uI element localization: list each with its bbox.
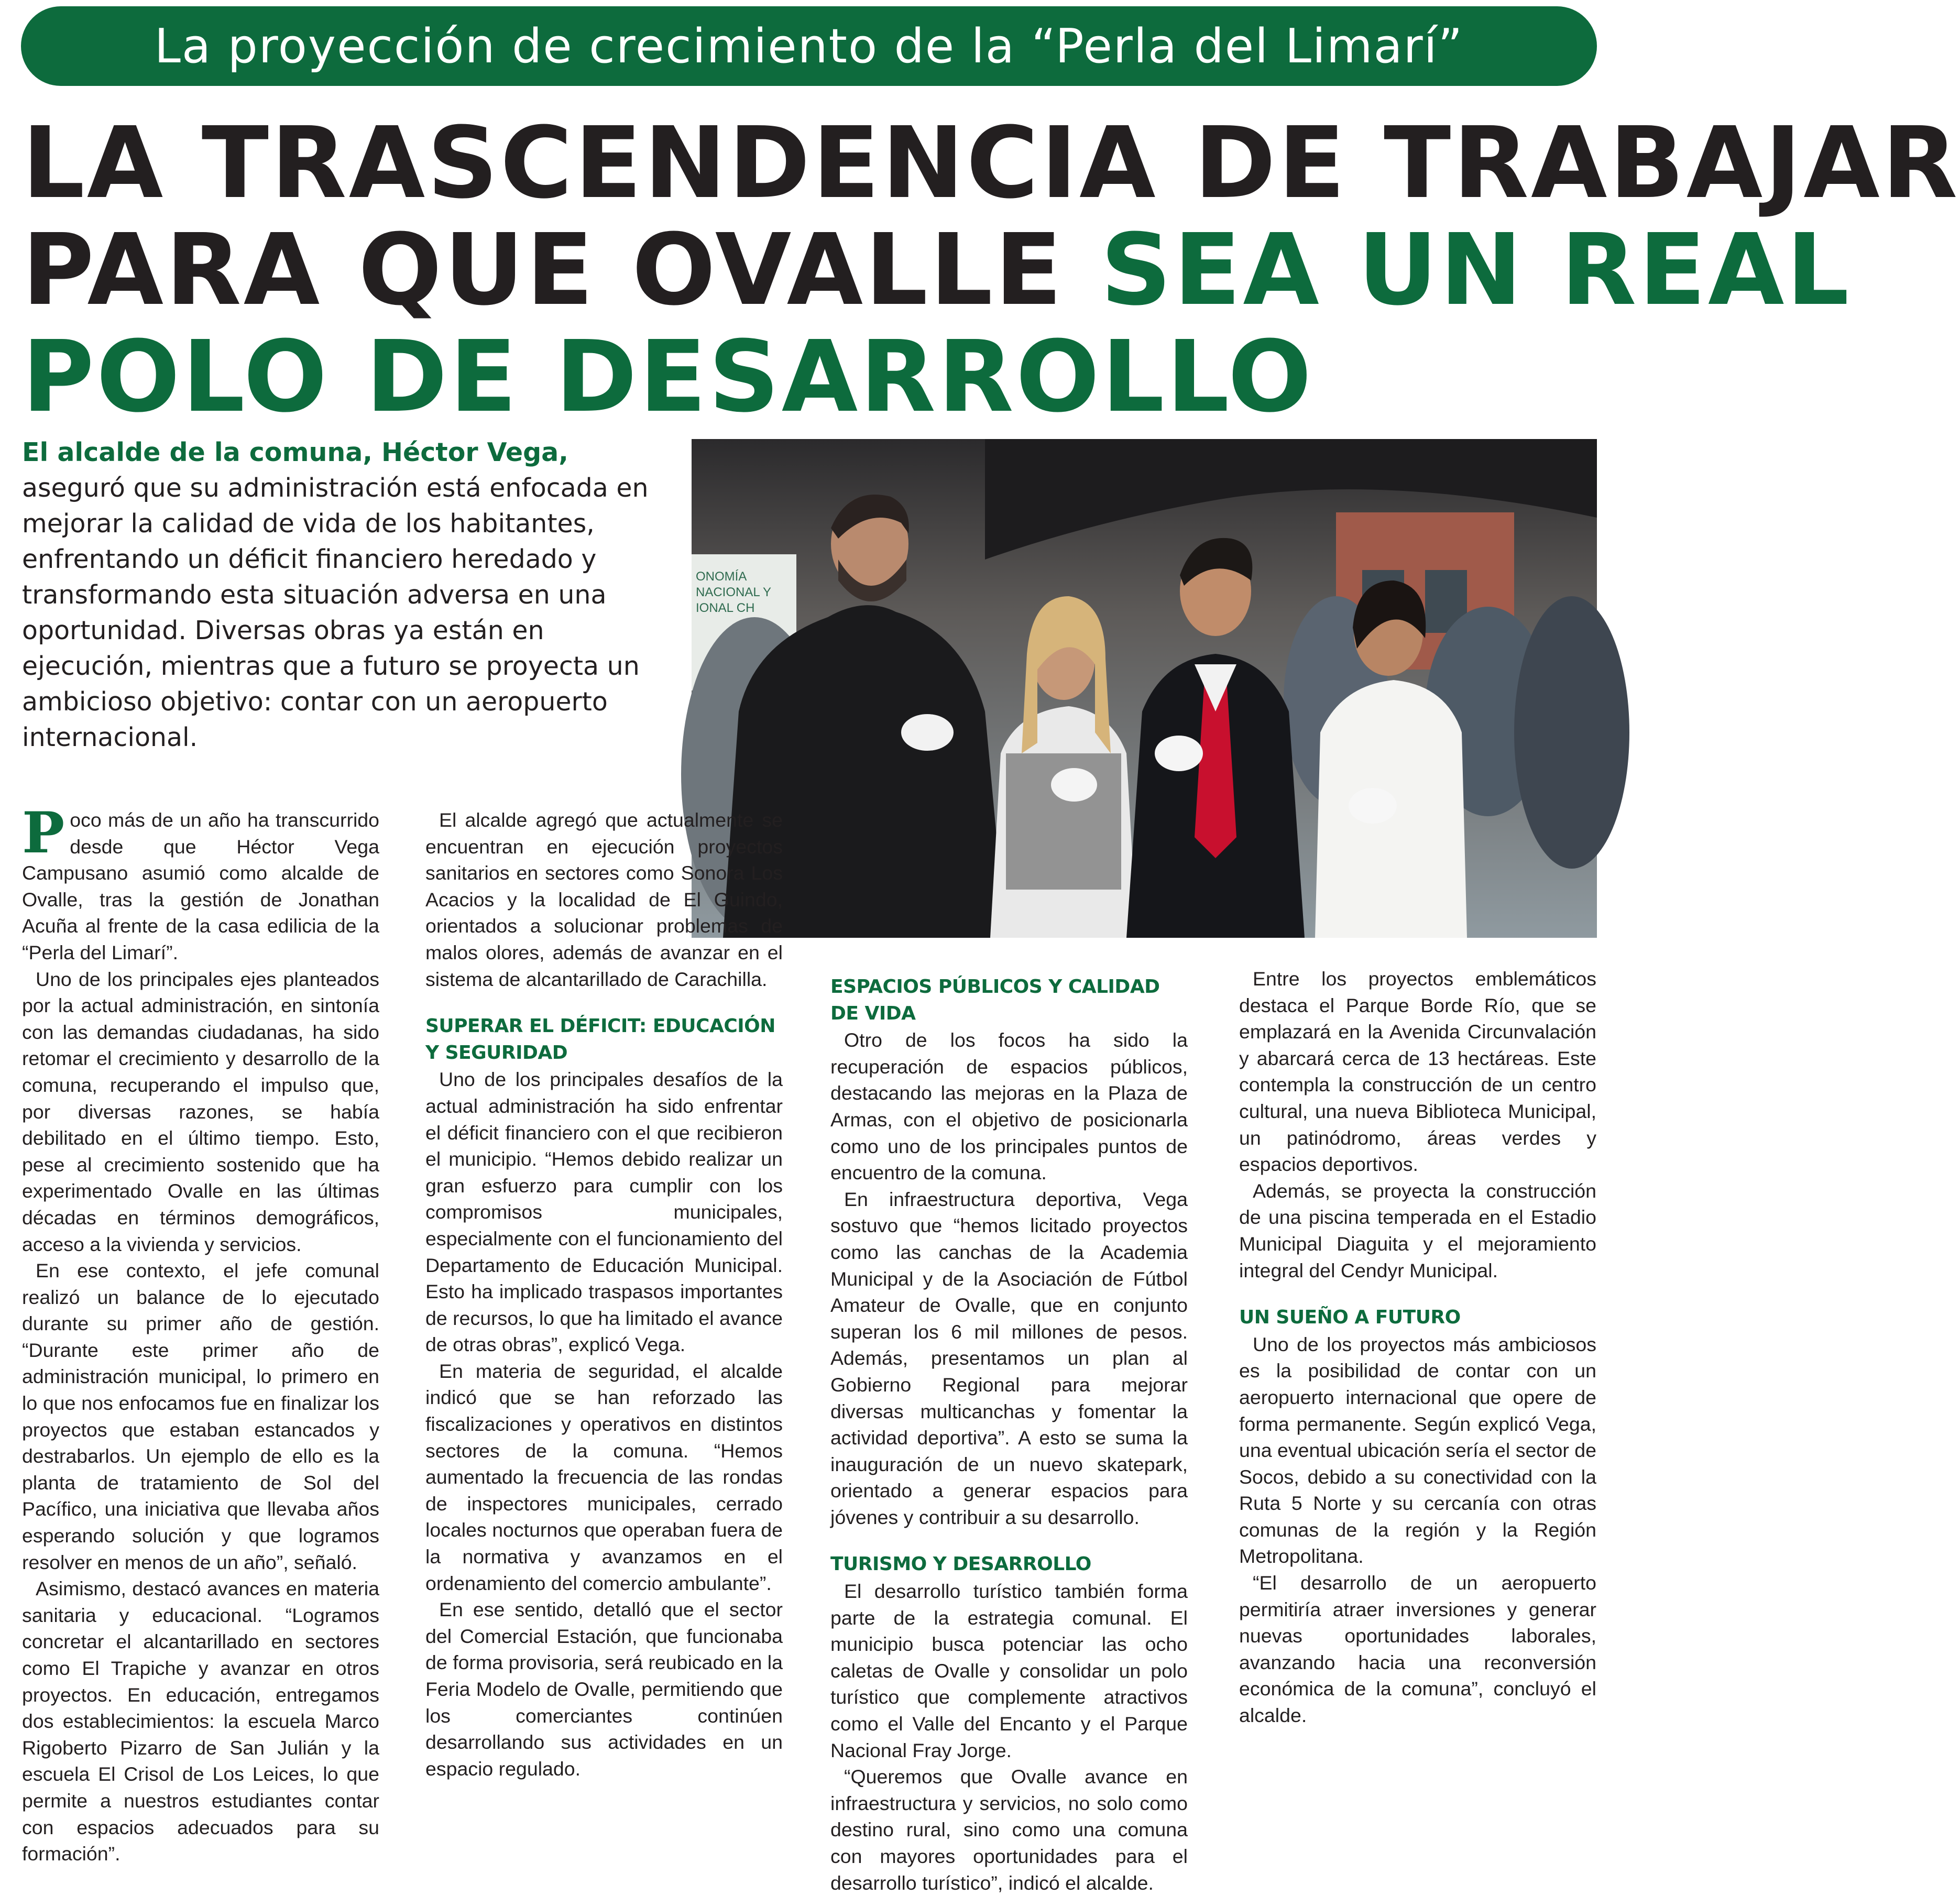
article-paragraph: “Queremos que Ovalle avance en infraestructura y servicios, no solo como destino rural, sino como una comuna con mayores oportunidades para el desarrollo turístico”, indicó el alcalde. bbox=[830, 1766, 1188, 1894]
article-paragraph: En infraestructura deportiva, Vega sostuvo que “hemos licitado proyectos como las canchas de la Academia Municipal y de la Asociación de Fútbol Amateur de Ovalle, que en conjunto superan los 6 mil millones de pesos. Además, presentamos un plan al Gobierno Regional para mejorar diversas multicanchas y fomentar la actividad deportiva”. A esto se suma la inauguración de un nuevo skatepark, orientado a generar espacios para jóvenes y contribuir a su desarrollo. bbox=[830, 1188, 1188, 1528]
article-paragraph: El alcalde agregó que actualmente se encuentran en ejecución proyectos sanitarios en sectores como Sonora Los Acacios y la localidad de El Guindo, orientados a solucionar problemas de malos olores, además de avanzar en el sistema de alcantarillado de Carachilla. bbox=[425, 809, 783, 990]
article-paragraph: Otro de los focos ha sido la recuperación de espacios públicos, destacando las mejoras en la Plaza de Armas, con el objetivo de posicionarla como uno de los principales puntos de encuentro de la comuna. bbox=[830, 1029, 1188, 1184]
subheading-espacios: ESPACIOS PÚBLICOS Y CALIDAD DE VIDA bbox=[830, 976, 1160, 1024]
article-paragraph: Poco más de un año ha transcurrido desde que Héctor Vega Campusano asumió como alcalde de Ovalle, tras la gestión de Jonathan Acuña al frente de la casa edilicia de la “Perla del Limarí”. bbox=[22, 800, 379, 963]
headline-line-2-plain: PARA QUE OVALLE bbox=[22, 213, 1101, 327]
section-banner bbox=[21, 6, 1597, 86]
headline bbox=[22, 106, 1960, 434]
article-paragraph: El desarrollo turístico también forma parte de la estrategia comunal. El municipio busca potenciar las ocho caletas de Ovalle y consolidar un polo turístico que complemente atractivos como el Valle del Encanto y el Parque Nacional Fray Jorge. bbox=[830, 1580, 1188, 1761]
lede-paragraph bbox=[22, 435, 677, 755]
article-paragraph: En ese sentido, detalló que el sector del Comercial Estación, que funcionaba de forma provisoria, será reubicado en la Feria Modelo de Ovalle, permitiendo que los comerciantes continúen desarrollando sus actividades en un espacio regulado. bbox=[425, 1598, 783, 1780]
photo-banner-text-3: IONAL CH bbox=[696, 601, 755, 615]
article-paragraph: “El desarrollo de un aeropuerto permitiría atraer inversiones y generar nuevas oportunidades laborales, avanzando hacia una reconversión económica de la comuna”, concluyó el alcalde. bbox=[1239, 1572, 1596, 1727]
headline-line-2 bbox=[22, 213, 1852, 327]
subheading-sueno: UN SUEÑO A FUTURO bbox=[1239, 1307, 1461, 1329]
article-paragraph: En ese contexto, el jefe comunal realizó un balance de lo ejecutado durante su primer año de gestión. “Durante este primer año de administración municipal, lo primero en lo que nos enfocamos fue en finalizar los proyectos que estaban estancados y destrabarlos. Un ejemplo de ello es la planta de tratamiento de Sol del Pacífico, una iniciativa que llevaba años esperando solución y que logramos resolver en menos de un año”, señaló. bbox=[22, 1259, 379, 1573]
article-column-4 bbox=[1239, 966, 1596, 1729]
section-banner-text: La proyección de crecimiento de la “Perla del Limarí” bbox=[154, 18, 1464, 74]
subheading-deficit: SUPERAR EL DÉFICIT: EDUCACIÓN Y SEGURIDAD bbox=[425, 1015, 775, 1064]
article-column-3 bbox=[830, 966, 1188, 1896]
article-column-1 bbox=[22, 800, 379, 1867]
drop-cap: P bbox=[22, 800, 65, 866]
article-paragraph: Además, se proyecta la construcción de una piscina temperada en el Estadio Municipal Diaguita y el mejoramiento integral del Cendyr Municipal. bbox=[1239, 1179, 1596, 1281]
article-paragraph: Asimismo, destacó avances en materia sanitaria y educacional. “Logramos concretar el alcantarillado en sectores como El Trapiche y avanzar en otros proyectos. En educación, entregamos dos establecimientos: la escuela Marco Rigoberto Pizarro de San Julián y la escuela El Crisol de Los Leices, lo que permite a nuestros estudiantes contar con espacios adecuados para su formación”. bbox=[22, 1577, 379, 1865]
article-paragraph: En materia de seguridad, el alcalde indicó que se han reforzado las fiscalizaciones y operativos en distintos sectores de la comuna. “Hemos aumentado la frecuencia de las rondas de inspectores municipales, cerrado locales nocturnos que operaban fuera de la normativa y avanzamos en el ordenamiento del comercio ambulante”. bbox=[425, 1360, 783, 1594]
photo-banner-text-1: ONOMÍA bbox=[696, 569, 747, 584]
photo-illustration bbox=[692, 439, 1597, 938]
lede-text: aseguró que su administración está enfocada en mejorar la calidad de vida de los habitantes, enfrentando un déficit financiero heredado y transformando esta situación adversa en una oportunidad. Diversas obras ya están en ejecución, mientras que a futuro se proyecta un ambicioso objetivo: contar con un aeropuerto internacional. bbox=[22, 473, 649, 752]
photo-banner-text-2: NACIONAL Y bbox=[696, 585, 772, 599]
news-photo bbox=[692, 439, 1597, 938]
lede-name: El alcalde de la comuna, Héctor Vega, bbox=[22, 437, 568, 467]
article-column-2 bbox=[425, 807, 783, 1782]
article-paragraph: Uno de los proyectos más ambiciosos es la posibilidad de contar con un aeropuerto internacional que opere de forma permanente. Según explicó Vega, una eventual ubicación sería el sector de Socos, debido a su conectividad con la Ruta 5 Norte y su cercanía con otras comunas de la región y la Región Metropolitana. bbox=[1239, 1333, 1596, 1568]
headline-line-1: LA TRASCENDENCIA DE TRABAJAR bbox=[22, 106, 1960, 221]
headline-line-2-highlight: SEA UN REAL bbox=[1100, 213, 1852, 327]
article-paragraph: Uno de los principales desafíos de la actual administración ha sido enfrentar el déficit financiero con el que recibieron el municipio. “Hemos debido realizar un gran esfuerzo para cumplir con los compromisos municipales, especialmente con el funcionamiento del Departamento de Educación Municipal. Esto ha implicado traspasos importantes de recursos, lo que ha limitado el avance de otras obras”, explicó Vega. bbox=[425, 1068, 783, 1356]
article-paragraph: Entre los proyectos emblemáticos destaca el Parque Borde Río, que se emplazará en la Avenida Circunvalación y abarcará cerca de 13 hectáreas. Este contempla la construcción de un centro cultural, una nueva Biblioteca Municipal, un patinódromo, áreas verdes y espacios deportivos. bbox=[1239, 968, 1596, 1176]
article-paragraph: Uno de los principales ejes planteados por la actual administración, en sintonía con las demandas ciudadanas, ha sido retomar el crecimiento y desarrollo de la comuna, recuperando el impulso que, por diversas razones, se había debilitado en el último tiempo. Esto, pese al crecimiento sostenido que ha experimentado Ovalle en las últimas décadas en términos demográficos, acceso a la vivienda y servicios. bbox=[22, 968, 379, 1255]
headline-line-3: POLO DE DESARROLLO bbox=[22, 320, 1314, 434]
subheading-turismo: TURISMO Y DESARROLLO bbox=[830, 1553, 1091, 1575]
